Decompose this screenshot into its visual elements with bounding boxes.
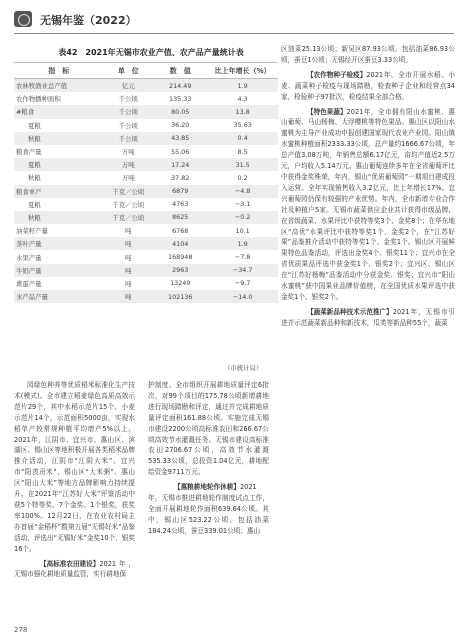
table-cell-value: 13249 xyxy=(170,279,191,288)
table-cell-name: 夏粮 xyxy=(28,200,41,209)
text-column-left xyxy=(14,380,135,580)
table-cell-name: 秋粮 xyxy=(28,174,41,183)
table-row xyxy=(14,264,278,277)
paragraph: 园绿色种养等优质稻米标准化生产技术(模式)。全市建立稻麦绿色高质高效示范片29个，其中水稻示范片15个、小麦示范片14个，示范面积5000亩，实现水稻单产较常规种植平均增产5%以上。2021年，江阴市、宜兴市、惠山区、滨湖区、锡山区等地积极开展各类稻米品牌推介活动，江阴市“江阴大米”、宜兴市“阳羡贡米”、锡山区“大米粥”、惠山区“阳山大米”等地方品牌影响力持续提升。在2021年“江苏好大米”评鉴活动中获5个特等奖、7个金奖、1个银奖，获奖率100%。12月22日，在农业农村局主办首届“金稻杯”暨第五届“无锡好米”品鉴活动，评选出“无锡好米”金奖10个、银奖16个。 xyxy=(14,381,135,553)
text-column-middle xyxy=(148,380,269,537)
table-cell-unit: 万吨 xyxy=(121,148,135,157)
table-cell-growth: 0.2 xyxy=(237,173,248,182)
table-cell-value: 55.06 xyxy=(171,147,190,156)
table-row xyxy=(14,145,278,158)
table-header-row xyxy=(14,63,278,79)
table-row xyxy=(14,105,278,118)
table-cell-value: 2963 xyxy=(172,266,189,275)
table-cell-unit: 吨 xyxy=(125,293,132,302)
paragraph xyxy=(281,66,455,103)
table-row xyxy=(14,277,278,290)
paragraph xyxy=(14,555,135,581)
table-cell-unit: 千克／公顷 xyxy=(112,187,145,196)
table-cell-name: 农林牧渔业总产值 xyxy=(16,82,68,91)
table-cell-value: 4763 xyxy=(172,200,189,209)
header-divider xyxy=(14,33,454,34)
table-row xyxy=(14,224,278,237)
column-header: 数 值 xyxy=(153,63,207,79)
paragraph: 区油菜25.13公顷；新吴区87.93公顷，包括油菜86.93公顷，蚕豆1公顷；无锡经开区蚕豆3.33公顷。 xyxy=(281,45,455,64)
paragraph xyxy=(148,478,269,537)
table-cell-name: 秋粮 xyxy=(28,213,41,222)
paragraph: 护制度。全市组织开展耕地质量评定6批次，对99个项目的175.78公顷新增耕地进行现场踏勘和评定，通过并完成耕地质量评定面积161.88公顷。实施完成无锡市建设2200公顷高标准农田和266.67公顷高效节水灌溉任务。无锡市建设高标准农田2706.67公顷，高效节水灌溉535.33公顷，总投资1.04亿元，耕地配给资金9711万元。 xyxy=(148,381,269,477)
table-cell-unit: 万吨 xyxy=(121,161,135,170)
section-heading: 【惠粮耕地轮作休耕】 xyxy=(174,483,240,492)
table-cell-growth: 10.1 xyxy=(235,226,250,235)
table-cell-name: 夏粮 xyxy=(28,121,41,130)
table-row xyxy=(14,158,278,171)
column-header: 指 标 xyxy=(14,63,103,79)
table-row xyxy=(14,198,278,211)
table-cell-name: 秋粮 xyxy=(28,134,41,143)
table-cell-unit: 亿元 xyxy=(121,82,135,91)
table-row xyxy=(14,92,278,105)
table-row xyxy=(14,185,278,198)
table-source: （市统计局） xyxy=(224,364,263,372)
table-cell-value: 36.20 xyxy=(171,121,190,130)
section-heading: 【农作物种子检疫】 xyxy=(307,70,367,79)
table-cell-value: 17.24 xyxy=(171,160,190,169)
column-header: 单 位 xyxy=(103,63,153,79)
table-cell-name: 水产品产量 xyxy=(16,293,48,302)
table-cell-growth: −0.2 xyxy=(234,213,251,222)
table-cell-growth: −7.8 xyxy=(234,253,251,262)
table-row xyxy=(14,132,278,145)
table-cell-value: 214.49 xyxy=(169,81,192,90)
table-cell-name: 禽蛋产量 xyxy=(16,279,42,288)
paragraph xyxy=(281,303,455,329)
table-cell-unit: 千公顷 xyxy=(118,95,138,104)
table-cell-growth: 31.5 xyxy=(235,160,250,169)
table-cell-growth: −4.8 xyxy=(234,187,251,196)
table-cell-unit: 吨 xyxy=(125,253,132,262)
table-row xyxy=(14,79,278,93)
table-cell-growth: 13.8 xyxy=(235,107,250,116)
column-header: 比上年增长（%） xyxy=(207,63,278,79)
table-cell-name: 夏粮 xyxy=(28,161,41,170)
table-cell-value: 80.05 xyxy=(171,107,190,116)
paragraph xyxy=(281,103,455,303)
table-cell-growth: −34.7 xyxy=(232,266,253,275)
table-cell-unit: 千公顷 xyxy=(118,134,138,143)
table-cell-unit: 吨 xyxy=(125,240,132,249)
table-cell-growth: 1.9 xyxy=(237,81,248,90)
table-cell-value: 4104 xyxy=(172,239,189,248)
table-cell-name: #粮食 xyxy=(16,108,35,117)
table-cell-growth: 1.9 xyxy=(237,239,248,248)
table-cell-growth: 4.3 xyxy=(237,94,248,103)
table-cell-unit: 千公顷 xyxy=(118,121,138,130)
table-cell-value: 8625 xyxy=(172,213,189,222)
table-cell-value: 6879 xyxy=(172,187,189,196)
table-cell-unit: 吨 xyxy=(125,279,132,288)
table-row xyxy=(14,290,278,303)
table-cell-value: 43.85 xyxy=(171,134,190,143)
section-text: 2021年，无锡市强化耕地质量监管，实行耕地保 xyxy=(14,559,135,579)
table-cell-name: 水果产量 xyxy=(16,253,42,262)
table-body xyxy=(14,79,278,304)
table-cell-name: 粮食产量 xyxy=(16,148,42,157)
table-row xyxy=(14,237,278,250)
section-text: 2021年，全市开展水稻、小麦、蔬菜种子检疫与现场踏勘，检查种子企业和经营点34家，检验种子97批次，检疫结果全部合格。 xyxy=(281,70,455,101)
section-text: 2021年，无锡市引进并示范蔬菜新品种和新技术，瓜类等新品种55个，蔬菜 xyxy=(281,307,455,327)
page-number: 278 xyxy=(14,626,28,634)
table-row xyxy=(14,250,278,263)
page-header xyxy=(0,0,468,36)
table-cell-value: 37.82 xyxy=(171,173,190,182)
table-cell-unit: 千公顷 xyxy=(118,108,138,117)
table-cell-name: 粮食单产 xyxy=(16,187,42,196)
section-heading: 【高标准农田建设】 xyxy=(40,559,100,568)
table-row xyxy=(14,171,278,184)
table-cell-value: 135.33 xyxy=(169,94,192,103)
table-cell-unit: 千克／公顷 xyxy=(112,213,145,222)
table-cell-growth: 35.63 xyxy=(233,121,252,130)
table-cell-growth: −3.1 xyxy=(234,200,251,209)
table-cell-growth: −9.7 xyxy=(234,279,251,288)
section-heading: 【特色果蔬】 xyxy=(307,107,347,116)
yearbook-logo-icon xyxy=(14,11,32,27)
table-cell-growth: −14.0 xyxy=(232,292,253,301)
table-cell-growth: 8.5 xyxy=(237,147,248,156)
table-cell-name: 牛奶产量 xyxy=(16,266,42,275)
table-cell-unit: 千克／公顷 xyxy=(112,200,145,209)
table-cell-name: 农作物播种面积 xyxy=(16,95,61,104)
table-row xyxy=(14,211,278,224)
table-cell-growth: 0.4 xyxy=(237,134,248,143)
table-cell-value: 6768 xyxy=(172,226,189,235)
section-heading: 【蔬菜新品种技术示范推广】 xyxy=(307,307,393,316)
table-cell-value: 102136 xyxy=(168,292,193,301)
section-text: 2021年，全市拥有阳山水蜜桃、惠山葡萄、马山杨梅、大浮樱桃等特色果品。惠山区以阳山水蜜桃为主导产业成功申报创建国家现代农业产业园。阳山镇水蜜桃种植面积2333.33公顷，总产量约1666.67公顷，年总产值3.08万吨，年销售总额6.17亿元，亩均产值近2.5万元，户均收入5.14万元。惠山葡萄连续多年在全省葡萄评比中获得金奖殊荣，年内，锡山“优质葡萄园”一期项目建成投入运营。全年实现销售收入3.2亿元，比上年增长17%。宜兴葡萄园仍保有较强的产业优势。年内，全市新增专业合作社及种植户5家。无锡市蔬菜供应企业共计获得市级品牌，在省级蔬菜、水果评比中获特等奖3个、金奖8个；在华东地区“高优”水果评比中获特等奖1个、金奖2个，在“江苏好果”品鉴推介活动中获特等奖1个、金奖1个。锡山区开展鲜果特色品鉴活动，评选出金奖4个、银奖11个；宜兴市在全省优质果品评选中获金奖1个、银奖2个；宜兴区、锡山区在“江苏好杨梅”品鉴活动中分获金奖、银奖；宜兴市“阳山水蜜桃”获中国果业品牌价值榜，在全国优质水果评选中获金奖1个、银奖2个。 xyxy=(281,107,455,301)
table-cell-name: 茶叶产量 xyxy=(16,240,42,249)
text-column-right xyxy=(281,44,455,329)
table-cell-unit: 万吨 xyxy=(121,174,135,183)
statistics-table xyxy=(14,62,278,303)
table-cell-unit: 吨 xyxy=(125,266,132,275)
table-title: 表42 2021年无锡市农业产值、农产品产量统计表 xyxy=(58,48,244,57)
table-cell-value: 168948 xyxy=(168,253,193,262)
section-text: 2021年，无锡市推进耕地轮作制度试点工作，全面开展耕地轮作面积639.64公顷。其中，锡山区523.22公顷，包括油菜184.24公顷，蚕豆339.01公顷；惠山 xyxy=(148,483,269,535)
table-cell-name: 油菜籽产量 xyxy=(16,227,48,236)
yearbook-title: 无锡年鉴（2022） xyxy=(40,14,137,27)
table-row xyxy=(14,119,278,132)
table-cell-unit: 吨 xyxy=(125,227,132,236)
